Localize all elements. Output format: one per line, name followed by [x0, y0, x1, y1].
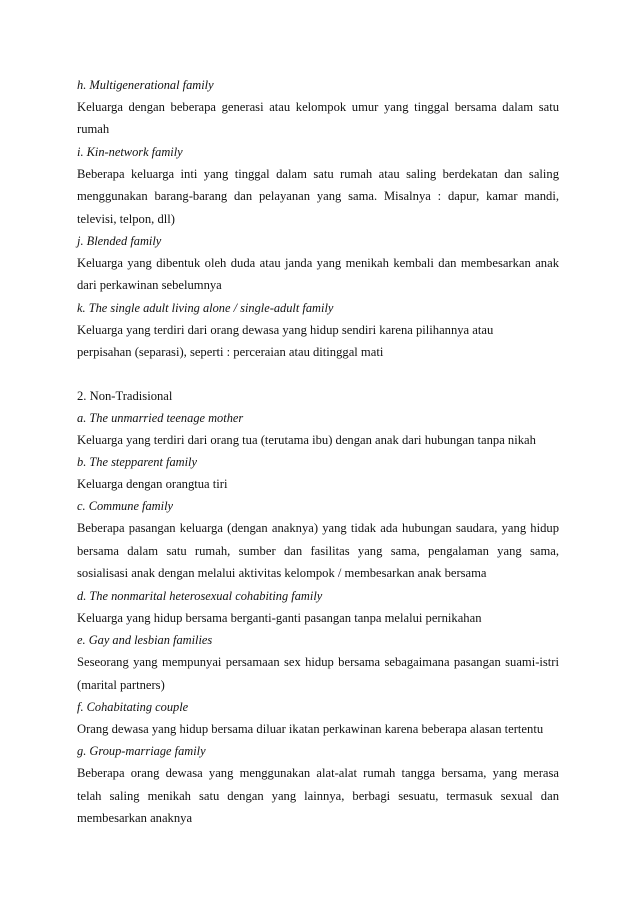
section-body-cohabitating-couple	[77, 718, 559, 740]
section-body-commune	[77, 517, 559, 584]
body-line: Seseorang yang mempunyai persamaan sex hidup bersama sebagaimana pasangan suami-istri	[77, 655, 559, 670]
section-title-gay-lesbian: e. Gay and lesbian families	[77, 633, 213, 648]
section-title-stepparent: b. The stepparent family	[77, 455, 197, 470]
section-body-multigenerational	[77, 96, 559, 141]
section-title-nonmarital-cohabiting: d. The nonmarital heterosexual cohabiting family	[77, 588, 323, 603]
section-title-blended: j. Blended family	[77, 234, 162, 249]
section-title-single-adult: k. The single adult living alone / single-adult family	[77, 300, 334, 315]
body-line: membesarkan anaknya	[77, 811, 193, 826]
body-line: Keluarga yang hidup bersama berganti-ganti pasangan tanpa melalui pernikahan	[77, 610, 482, 625]
body-line: Beberapa orang dewasa yang menggunakan alat-alat rumah tangga bersama, yang merasa	[77, 766, 559, 781]
body-line: perpisahan (separasi), seperti : perceraian atau ditinggal mati	[77, 345, 384, 360]
section-body-stepparent	[77, 473, 559, 495]
section-body-kin-network	[77, 163, 559, 230]
section-title-cohabitating-couple: f. Cohabitating couple	[77, 699, 189, 714]
section-title-group-marriage: g. Group-marriage family	[77, 744, 206, 759]
section-body-nonmarital-cohabiting	[77, 607, 559, 629]
section-title-commune: c. Commune family	[77, 499, 174, 514]
heading-non-traditional: 2. Non-Tradisional	[77, 388, 173, 403]
body-line: Keluarga yang dibentuk oleh duda atau janda yang menikah kembali dan membesarkan anak	[77, 256, 559, 271]
body-line: telah saling menikah satu dengan yang lainnya, berbagi sesuatu, termasuk sexual dan	[77, 788, 559, 803]
section-body-blended	[77, 252, 559, 297]
section-body-unmarried-teenage-mother	[77, 429, 559, 451]
body-line: Orang dewasa yang hidup bersama diluar ikatan perkawinan karena beberapa alasan tertentu	[77, 721, 544, 736]
section-title-kin-network: i. Kin-network family	[77, 144, 183, 159]
section-body-single-adult	[77, 319, 559, 364]
body-line: Keluarga dengan beberapa generasi atau kelompok umur yang tinggal bersama dalam satu	[77, 100, 559, 114]
section-body-gay-lesbian	[77, 651, 559, 696]
document-page	[77, 74, 559, 830]
body-line: televisi, telpon, dll)	[77, 211, 175, 226]
body-line: sosialisasi anak dengan melalui aktivitas kelompok / membesarkan anak bersama	[77, 566, 487, 581]
body-line: rumah	[77, 122, 110, 137]
body-line: Keluarga yang terdiri dari orang dewasa yang hidup sendiri karena pilihannya atau	[77, 322, 494, 337]
body-line: Beberapa keluarga inti yang tinggal dalam satu rumah atau saling berdekatan dan saling	[77, 166, 559, 181]
section-title-unmarried-teenage-mother: a. The unmarried teenage mother	[77, 410, 244, 425]
body-line: dari perkawinan sebelumnya	[77, 278, 222, 293]
body-line: (marital partners)	[77, 677, 165, 692]
body-line: Keluarga yang terdiri dari orang tua (terutama ibu) dengan anak dari hubungan tanpa nikah	[77, 432, 536, 447]
section-title-multigenerational: h. Multigenerational family	[77, 78, 214, 92]
body-line: menggunakan barang-barang dan pelayanan yang sama. Misalnya : dapur, kamar mandi,	[77, 189, 559, 204]
body-line: bersama dalam satu rumah, sumber dan fasilitas yang sama, pengalaman yang sama,	[77, 543, 559, 558]
body-line: Keluarga dengan orangtua tiri	[77, 477, 228, 492]
body-line: Beberapa pasangan keluarga (dengan anaknya) yang tidak ada hubungan saudara, yang hidup	[77, 521, 559, 536]
section-body-group-marriage	[77, 762, 559, 829]
